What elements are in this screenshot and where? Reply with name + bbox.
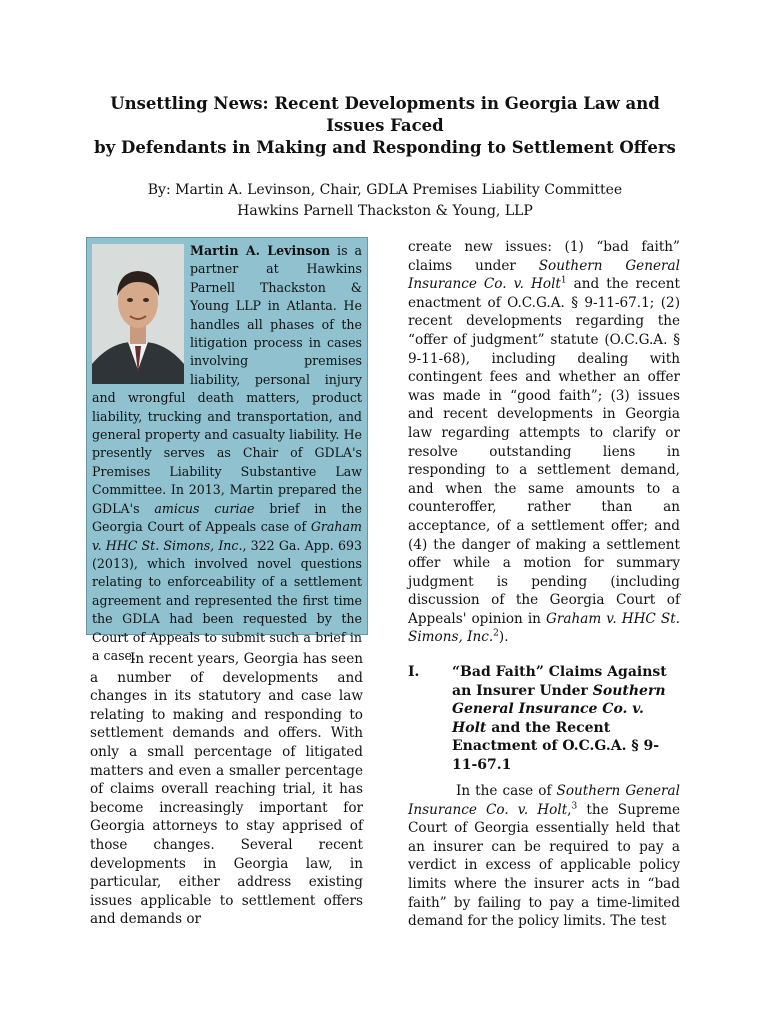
byline-firm: Hawkins Parnell Thackston & Young, LLP	[237, 203, 533, 219]
case-name: Southern General Insurance Co. v. Holt	[408, 257, 680, 293]
paragraph	[408, 238, 680, 647]
title-line: by Defendants in Making and Responding to Settlement Offers	[94, 138, 676, 157]
footnote-ref: 3	[571, 801, 578, 812]
footnote-ref: 2	[493, 628, 499, 639]
heading-text: and the Recent Enactment of O.C.G.A. § 9-11-67.1	[452, 719, 660, 773]
bio-text: , 322 Ga. App. 693 (2013), which involved novel questions relating to enforceability of a settlement agreement and represented the first time the GDLA had been requested by the Court of Appeals to submit such a brief in a case.	[92, 537, 362, 663]
text-run: create new issues: (1) “bad faith” claims under	[408, 239, 680, 274]
title-line: Issues Faced	[326, 116, 444, 135]
author-photo	[92, 244, 184, 384]
bio-text: is a partner at Hawkins Parnell Thackston & Young LLP in Atlanta. He handles all phases of the litigation process in cases involving premises liability, personal injury and wrongful death matters, product liability, trucking and transportation, and general property and casualty liability. He presently serves as Chair of GDLA's Premises Liability Substantive Law Committee. In 2013, Martin prepared the GDLA's	[92, 243, 362, 516]
case-name: Graham v. HHC St. Simons, Inc.	[408, 610, 680, 646]
paragraph	[408, 782, 680, 931]
text-run: and the recent enactment of O.C.G.A. § 9-11-67.1; (2) recent developments regarding the “offer of judgment” statute (O.C.G.A. § 9-11-68), including dealing with contingent fees and whether an offer was made in “good faith”; (3) issues and recent developments in Georgia law regarding attempts to clarify or resolve outstanding liens in responding to a settlement demand, and when the same amounts to a counteroffer, rather than an acceptance, of a settlement offer; and (4) the danger of making a settlement offer while a motion for summary judgment is pending (including discussion of the Georgia Court of Appeals' opinion in	[408, 276, 680, 627]
case-name: Southern General Insurance Co. v. Holt	[408, 783, 680, 818]
bio-case-name: Graham v. HHC St. Simons, Inc.	[92, 519, 362, 553]
footnote-ref: 1	[560, 275, 567, 286]
text-run: ).	[498, 629, 509, 646]
paragraph: In recent years, Georgia has seen a number of developments and changes in its statutory and case law relating to making and responding to settlement demands and offers. With only a small percentage of litigated matters and even a smaller percentage of claims overall reaching trial, it has become increasingly important for Georgia attorneys to stay apprised of those changes. Several recent developments in Georgia law, in particular, either address existing issues applicable to settlement offers and demands or	[90, 651, 363, 928]
bio-name: Martin A. Levinson	[190, 243, 331, 258]
section-number: I.	[408, 664, 420, 680]
byline	[80, 180, 690, 222]
heading-case-name: Southern General Insurance Co. v. Holt	[452, 682, 666, 736]
section-title	[452, 663, 680, 775]
text-run: ,	[567, 801, 572, 818]
author-bio-box	[86, 237, 368, 663]
right-column-body	[408, 238, 680, 647]
bio-text: brief in the Georgia Court of Appeals case of	[92, 500, 362, 535]
heading-text: “Bad Faith” Claims Against an Insurer Under	[452, 664, 667, 699]
title-line: Unsettling News: Recent Developments in Georgia Law and	[110, 94, 660, 113]
left-column-body	[90, 650, 363, 929]
section-body	[408, 782, 680, 931]
bio-italic-term: amicus curiae	[154, 500, 255, 516]
text-run: In the case of	[456, 783, 557, 799]
text-run: the Supreme Court of Georgia essentially held that an insurer can be required to pay a verdict in excess of applicable policy limits where the insurer acts in “bad faith” by failing to pay a time-limited demand for the policy limits. The test	[408, 801, 680, 930]
article-title	[80, 93, 690, 159]
byline-author: By: Martin A. Levinson, Chair, GDLA Premises Liability Committee	[147, 182, 623, 198]
